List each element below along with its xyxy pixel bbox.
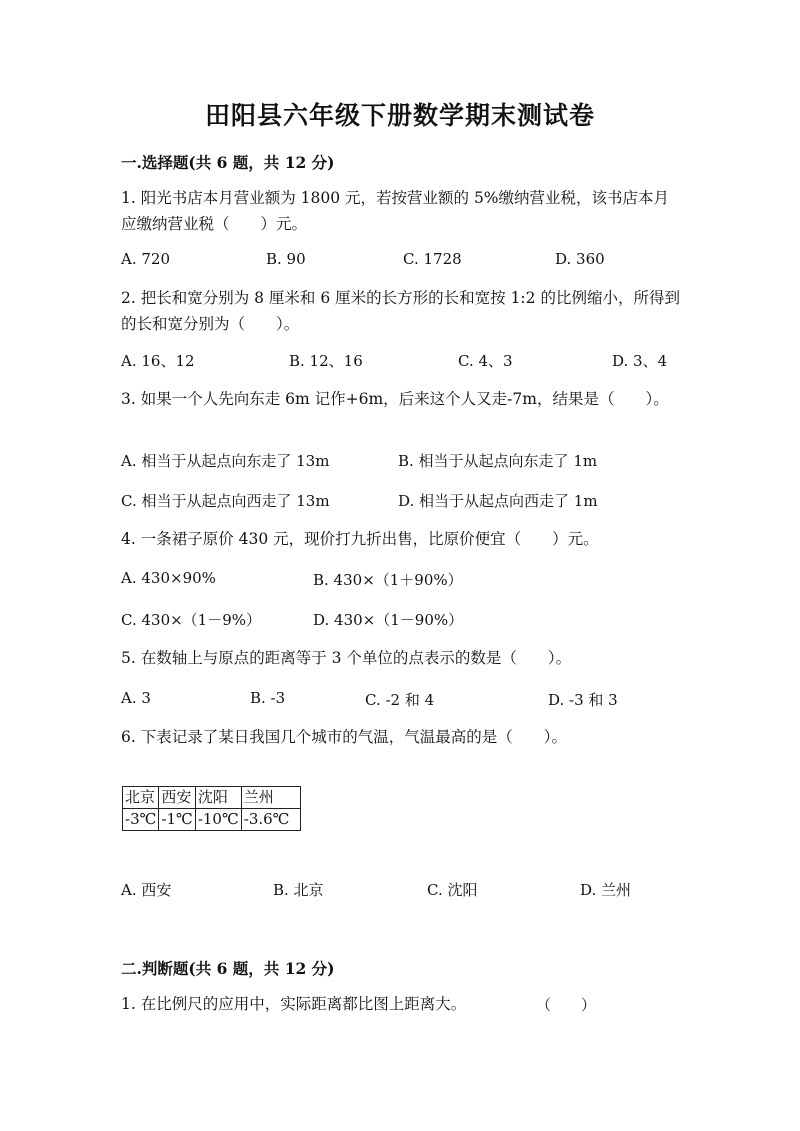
table-row-cities <box>123 787 301 809</box>
q3-option-b: B. 相当于从起点向东走了 1m <box>398 452 598 470</box>
question-1-2: 2. 把长和宽分别为 8 厘米和 6 厘米的长方形的长和宽按 1:2 的比例缩小，所得到的长和宽分别为（ ）。 <box>121 289 680 333</box>
q6-option-d: D. 兰州 <box>580 881 632 899</box>
q1-option-d: D. 360 <box>555 250 605 268</box>
q6-option-c: C. 沈阳 <box>427 881 478 899</box>
q4-option-c: C. 430×（1－9%） <box>121 611 262 629</box>
q1-option-a: A. 720 <box>121 250 170 268</box>
table-cell-city: 兰州 <box>241 787 300 809</box>
question-1-1: 1. 阳光书店本月营业额为 1800 元，若按营业额的 5%缴纳营业税，该书店本月应缴纳营业税（ ）元。 <box>121 189 670 233</box>
question-1-6: 6. 下表记录了某日我国几个城市的气温，气温最高的是（ ）。 <box>121 728 567 746</box>
question-1-4: 4. 一条裙子原价 430 元，现价打九折出售，比原价便宜（ ）元。 <box>121 530 599 548</box>
q2-option-d: D. 3、4 <box>612 352 668 370</box>
q2-option-a: A. 16、12 <box>121 352 195 370</box>
q1-option-c: C. 1728 <box>403 250 462 268</box>
question-1-3: 3. 如果一个人先向东走 6m 记作+6m，后来这个人又走-7m，结果是（ ）。 <box>121 390 669 408</box>
q5-option-a: A. 3 <box>121 689 151 707</box>
q3-option-a: A. 相当于从起点向东走了 13m <box>121 452 330 470</box>
table-row-temps <box>123 809 301 831</box>
q6-option-b: B. 北京 <box>273 881 324 899</box>
q2-option-c: C. 4、3 <box>458 352 513 370</box>
q5-option-c: C. -2 和 4 <box>365 691 435 709</box>
q5-option-b: B. -3 <box>250 689 286 707</box>
table-cell-temp: -10℃ <box>195 809 241 831</box>
table-cell-city: 西安 <box>159 787 195 809</box>
section-2-header: 二.判断题(共 6 题，共 12 分) <box>121 959 335 978</box>
question-2-1: 1. 在比例尺的应用中，实际距离都比图上距离大。 <box>121 995 467 1013</box>
table-cell-temp: -3℃ <box>123 809 159 831</box>
table-cell-city: 北京 <box>123 787 159 809</box>
q1-option-b: B. 90 <box>266 250 306 268</box>
q3-option-d: D. 相当于从起点向西走了 1m <box>398 492 598 510</box>
section-1-header: 一.选择题(共 6 题，共 12 分) <box>121 153 335 172</box>
q5-option-d: D. -3 和 3 <box>548 691 618 709</box>
table-cell-city: 沈阳 <box>195 787 241 809</box>
page-title: 田阳县六年级下册数学期末测试卷 <box>204 101 595 130</box>
table-cell-temp: -1℃ <box>159 809 195 831</box>
temperature-table <box>122 786 301 831</box>
q2-option-b: B. 12、16 <box>289 352 363 370</box>
table-cell-temp: -3.6℃ <box>241 809 300 831</box>
q4-option-b: B. 430×（1＋90%） <box>313 571 463 589</box>
answer-blank: （ ） <box>536 996 597 1014</box>
q4-option-a: A. 430×90% <box>121 569 216 587</box>
q6-option-a: A. 西安 <box>121 881 172 899</box>
q4-option-d: D. 430×（1－90%） <box>313 611 464 629</box>
q3-option-c: C. 相当于从起点向西走了 13m <box>121 492 330 510</box>
question-1-5: 5. 在数轴上与原点的距离等于 3 个单位的点表示的数是（ ）。 <box>121 649 572 667</box>
